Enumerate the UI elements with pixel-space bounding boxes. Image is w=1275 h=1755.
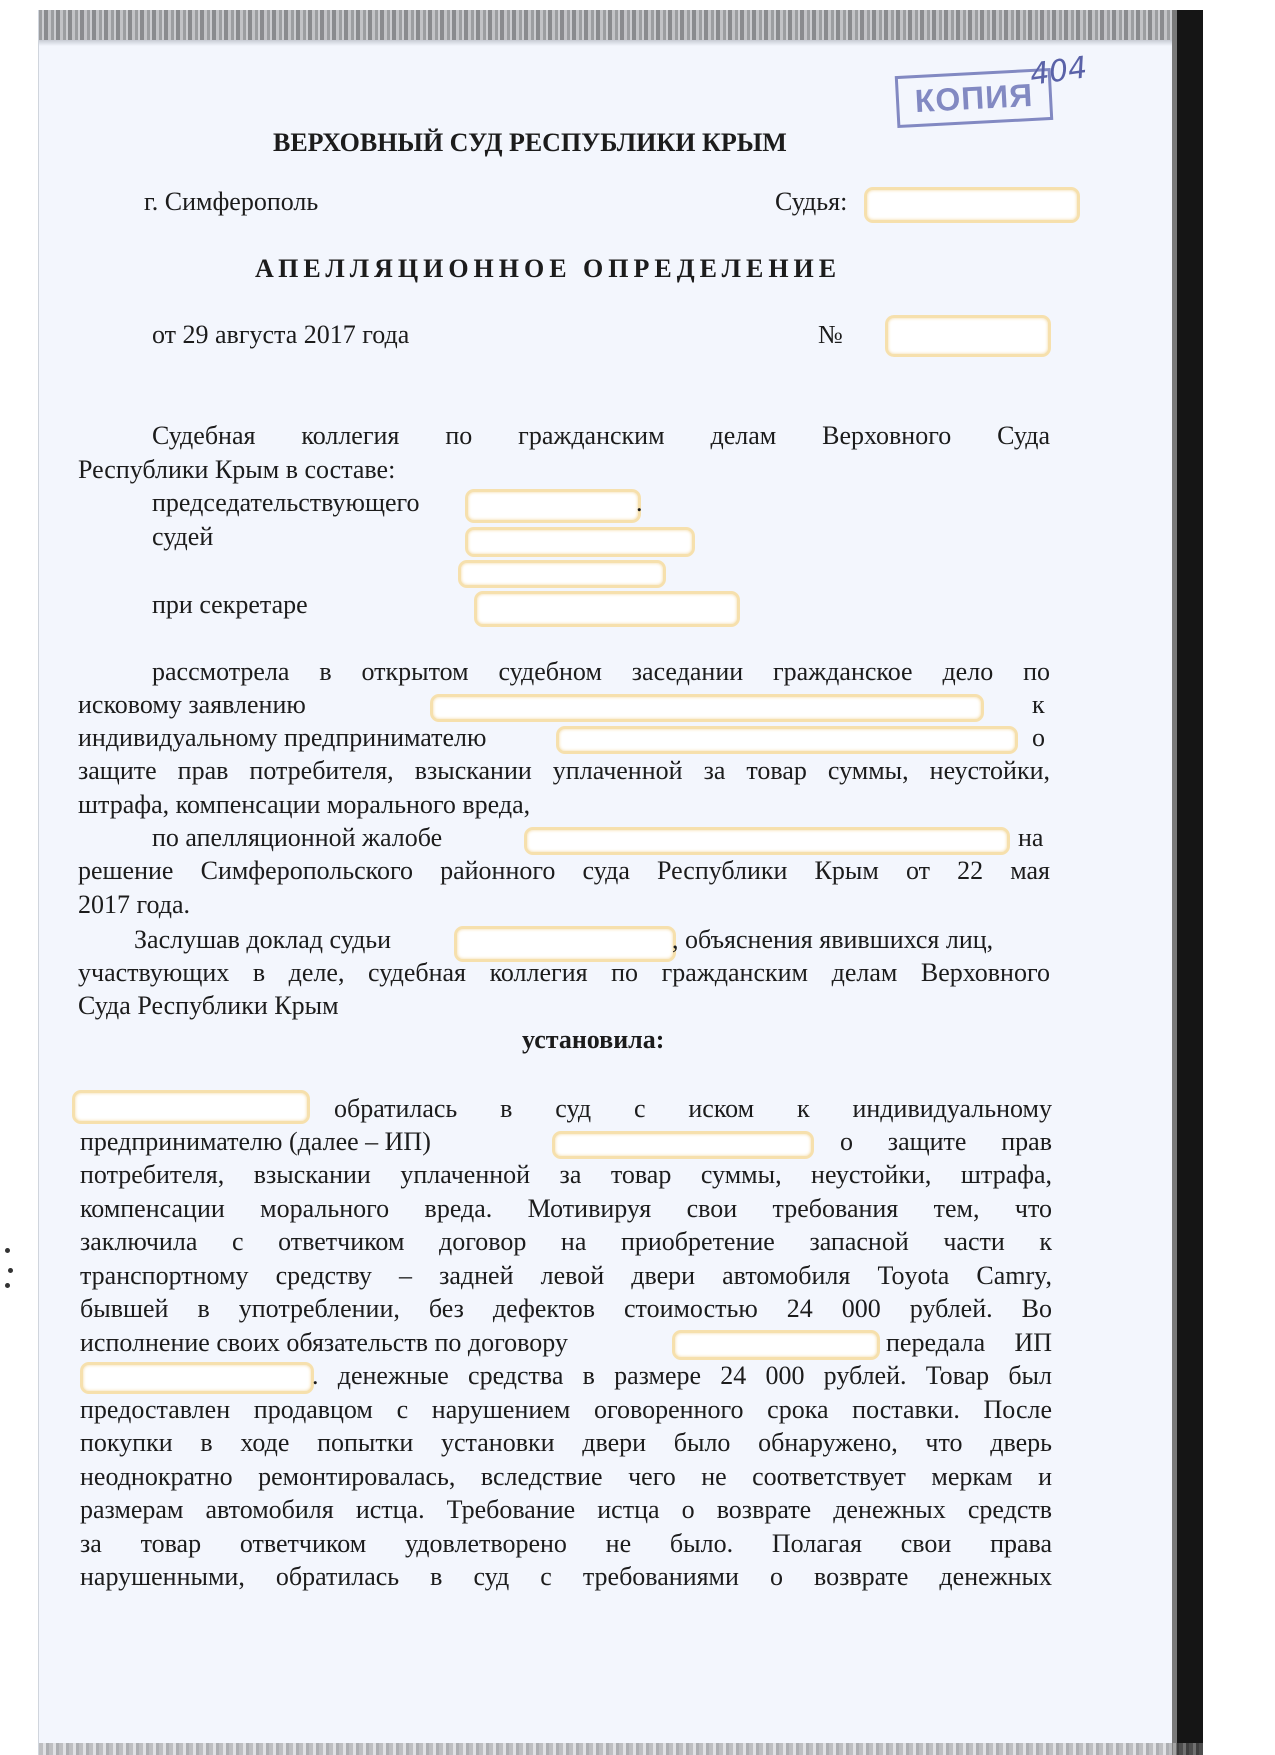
body1-line-1: рассмотрела в открытом судебном заседании гражданское дело по (152, 657, 1050, 686)
court-name: ВЕРХОВНЫЙ СУД РЕСПУБЛИКИ КРЫМ (273, 128, 787, 157)
judges-label: судей (152, 522, 214, 551)
redacted-judge-2 (458, 560, 666, 588)
redacted-reporting-judge (454, 926, 676, 962)
secretary-label: при секретаре (152, 590, 308, 619)
body2-line-5: заключила с ответчиком договор на приобретение запасной части к (80, 1227, 1052, 1256)
redacted-plaintiff-name-2 (72, 1090, 310, 1124)
body2-line-8a: исполнение своих обязательств по договору (80, 1328, 568, 1357)
body1-line-4: защите прав потребителя, взыскании уплаченной за товар суммы, неустойки, (78, 756, 1050, 785)
redacted-judge-name (864, 187, 1080, 223)
body1-line-11: Суда Республики Крым (78, 991, 339, 1020)
redacted-defendant-name-2 (552, 1131, 814, 1159)
body1-line-7: решение Симферопольского районного суда Республики Крым от 22 мая (78, 856, 1050, 885)
body1-line-3a: индивидуальному предпринимателю (78, 723, 487, 752)
composition-line-2: Республики Крым в составе: (78, 455, 396, 484)
body2-line-9: . денежные средства в размере 24 000 рублей. Товар был (312, 1361, 1052, 1390)
body2-line-13: размерам автомобиля истца. Требование истца о возврате денежных средств (80, 1495, 1052, 1524)
body2-line-4: компенсации морального вреда. Мотивируя свои требования тем, что (80, 1194, 1052, 1223)
number-label: № (818, 320, 843, 349)
redacted-secretary-name (474, 591, 740, 627)
scan-right-edge-gray (1172, 10, 1177, 1755)
body2-line-6: транспортному средству – задней левой двери автомобиля Toyota Camry, (80, 1261, 1052, 1290)
ruling-heading: установила: (522, 1025, 665, 1054)
redacted-presiding-name (465, 489, 641, 523)
body1-line-8: 2017 года. (78, 890, 191, 919)
scan-top-shadow (39, 40, 1203, 46)
body1-line-2a: исковому заявлению (78, 690, 306, 719)
redacted-case-number (885, 315, 1051, 357)
document-date: от 29 августа 2017 года (152, 320, 410, 349)
redacted-defendant-name-3 (80, 1362, 314, 1394)
document-title: АПЕЛЛЯЦИОННОЕ ОПРЕДЕЛЕНИЕ (255, 254, 842, 283)
body1-line-6b: на (1018, 823, 1044, 852)
body2-line-3: потребителя, взыскании уплаченной за товар суммы, неустойки, штрафа, (80, 1160, 1052, 1189)
scan-right-edge (1177, 10, 1203, 1755)
body1-line-3b: о (1032, 723, 1045, 752)
redacted-plaintiff-name-3 (672, 1330, 880, 1360)
scan-top-edge (39, 10, 1203, 40)
composition-line-1: Судебная коллегия по гражданским делам Верховного Суда (152, 421, 1050, 450)
redacted-appellant-name (524, 827, 1010, 855)
body1-line-5: штрафа, компенсации морального вреда, (78, 790, 531, 819)
body1-line-9b: , объяснения явившихся лиц, (672, 925, 994, 954)
body2-line-1: обратилась в суд с иском к индивидуальному (334, 1094, 1052, 1123)
city: г. Симферополь (144, 187, 319, 216)
body2-line-15: нарушенными, обратилась в суд с требованиями о возврате денежных (80, 1562, 1052, 1591)
redacted-defendant-name (556, 726, 1018, 754)
body1-line-6a: по апелляционной жалобе (152, 823, 443, 852)
body1-line-9a: Заслушав доклад судьи (134, 925, 392, 954)
scan-bottom-edge (39, 1743, 1203, 1755)
body1-line-2b: к (1032, 690, 1045, 719)
body1-line-10: участвующих в деле, судебная коллегия по гражданским делам Верховного (78, 958, 1050, 987)
body2-line-2b: о защите прав (840, 1127, 1052, 1156)
body2-line-10: предоставлен продавцом с нарушением оговоренного срока поставки. После (80, 1395, 1052, 1424)
body2-line-12: неоднократно ремонтировалась, вследствие чего не соответствует меркам и (80, 1462, 1052, 1491)
presiding-period: . (636, 488, 643, 517)
judge-label: Судья: (775, 187, 848, 216)
redacted-plaintiff-name (430, 694, 984, 722)
body2-line-2a: предпринимателю (далее – ИП) (80, 1127, 431, 1156)
body2-line-8b: передала ИП (886, 1328, 1052, 1357)
presiding-label: председательствующего (152, 488, 420, 517)
copy-stamp: КОПИЯ (895, 68, 1054, 128)
scan-punch-marks (5, 1248, 15, 1288)
body2-line-14: за товар ответчиком удовлетворено не было. Полагая свои права (80, 1529, 1052, 1558)
handwritten-page-number: 404 (1027, 50, 1090, 93)
body2-line-11: покупки в ходе попытки установки двери было обнаружено, что дверь (80, 1428, 1052, 1457)
body2-line-7: бывшей в употреблении, без дефектов стоимостью 24 000 рублей. Во (80, 1294, 1052, 1323)
redacted-judge-1 (465, 527, 695, 557)
